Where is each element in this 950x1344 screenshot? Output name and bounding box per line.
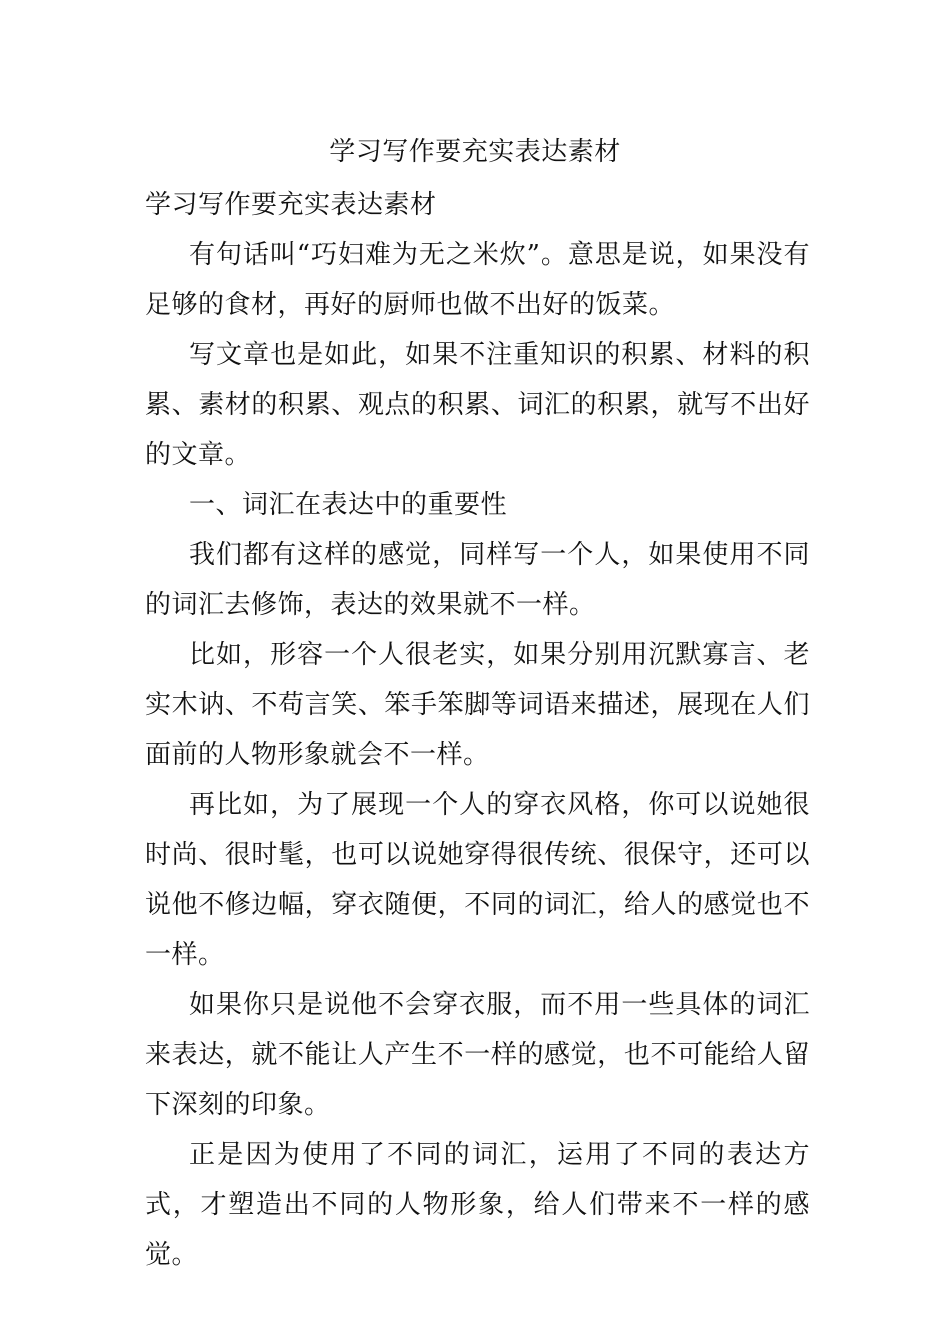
paragraph-2: 写文章也是如此，如果不注重知识的积累、材料的积累、素材的积累、观点的积累、词汇的积累，就写不出好的文章。 (145, 340, 810, 470)
paragraph-4: 比如，形容一个人很老实，如果分别用沉默寡言、老实木讷、不苟言笑、笨手笨脚等词语来描述，展现在人们面前的人物形象就会不一样。 (145, 640, 810, 770)
paragraph-5: 再比如，为了展现一个人的穿衣风格，你可以说她很时尚、很时髦，也可以说她穿得很传统、很保守，还可以说他不修边幅，穿衣随便，不同的词汇，给人的感觉也不一样。 (145, 790, 810, 970)
paragraph-6: 如果你只是说他不会穿衣服，而不用一些具体的词汇来表达，就不能让人产生不一样的感觉，也不可能给人留下深刻的印象。 (145, 990, 810, 1120)
paragraph-3: 我们都有这样的感觉，同样写一个人，如果使用不同的词汇去修饰，表达的效果就不一样。 (145, 540, 810, 620)
document-body (145, 180, 810, 1280)
section-heading: 一、词汇在表达中的重要性 (189, 490, 508, 520)
paragraph-7: 正是因为使用了不同的词汇，运用了不同的表达方式，才塑造出不同的人物形象，给人们带来不一样的感觉。 (145, 1140, 810, 1270)
page-title: 学习写作要充实表达素材 (329, 137, 621, 167)
paragraph-1: 有句话叫“巧妇难为无之米炊”。意思是说，如果没有足够的食材，再好的厨师也做不出好的饭菜。 (145, 240, 810, 320)
document-subtitle: 学习写作要充实表达素材 (145, 190, 437, 220)
